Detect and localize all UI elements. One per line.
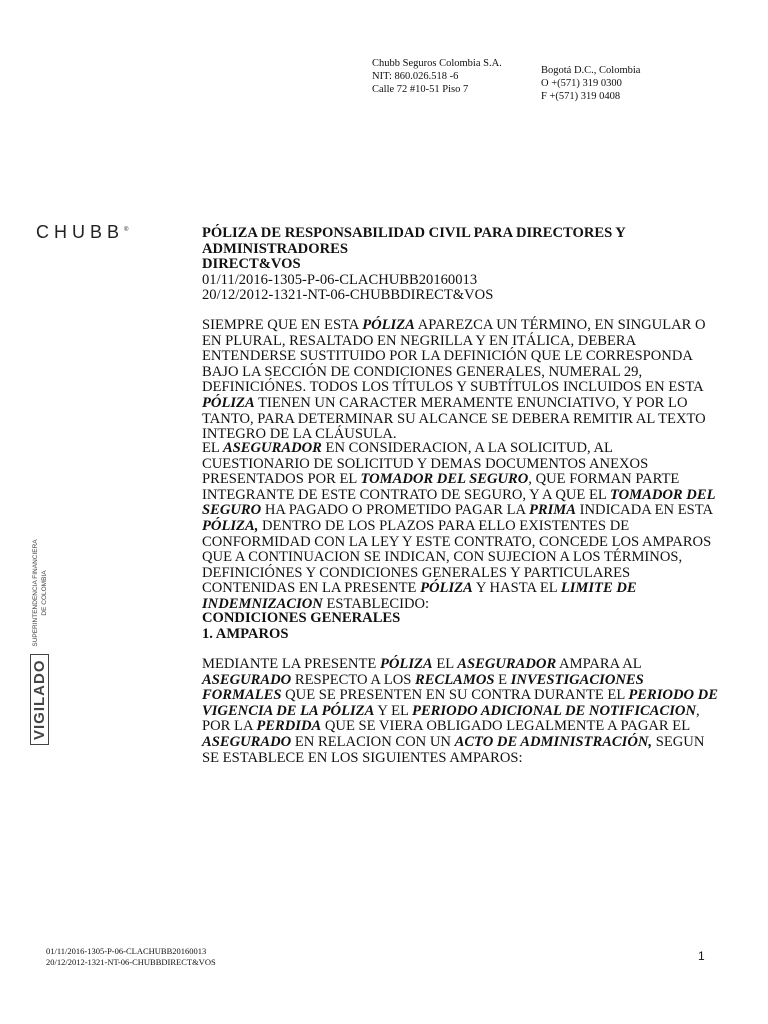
defined-term: PÓLIZA <box>362 317 415 333</box>
defined-term: ASEGURADOR <box>457 656 557 672</box>
company-fax: F +(571) 319 0408 <box>541 91 621 102</box>
company-name: Chubb Seguros Colombia S.A. <box>372 58 502 69</box>
section-heading <box>202 611 722 642</box>
defined-term: PÓLIZA <box>420 580 473 597</box>
chubb-logo <box>36 222 128 243</box>
amparos-paragraph: MEDIANTE LA PRESENTE PÓLIZA EL ASEGURADOR AMPARA AL ASEGURADO RESPECTO A LOS RECLAMOS E INVESTIGACIONES FORMALES QUE SE PRESENTEN EN SU CONTRA DURANTE EL PERIODO DE VIGENCIA DE LA PÓLIZA Y EL PERIODO ADICIONAL DE NOTIFICACION, POR LA PERDIDA QUE SE VIERA OBLIGADO LEGALMENTE A PAGAR EL ASEGURADO EN RELACION CON UN ACTO DE ADMINISTRACIÓN, SEGUN SE ESTABLECE EN LOS SIGUIENTES AMPAROS: <box>202 656 718 766</box>
page-number: 1 <box>698 949 705 963</box>
vigilado-stamp <box>30 525 49 745</box>
product-name: DIRECT&VOS <box>202 256 301 273</box>
policy-code-1: 01/11/2016-1305-P-06-CLACHUBB20160013 <box>202 271 478 288</box>
section-title: CONDICIONES GENERALES <box>202 610 401 626</box>
contact-info <box>541 64 640 103</box>
company-city: Bogotá D.C., Colombia <box>541 65 641 76</box>
company-phone: O +(571) 319 0300 <box>541 78 622 89</box>
defined-term: PERIODO ADICIONAL DE NOTIFICACION <box>412 702 696 719</box>
footer-code-2: 20/12/2012-1321-NT-06-CHUBBDIRECT&VOS <box>46 956 216 967</box>
company-info <box>372 57 502 96</box>
defined-term: ASEGURADO <box>202 671 292 688</box>
defined-term: PÓLIZA <box>379 656 433 672</box>
policy-code-2: 20/12/2012-1321-NT-06-CHUBBDIRECT&VOS <box>202 287 494 304</box>
consideration-paragraph: EL ASEGURADOR EN CONSIDERACION, A LA SOLICITUD, AL CUESTIONARIO DE SOLICITUD Y DEMAS DOCUMENTOS ANEXOS PRESENTADOS POR EL TOMADOR DEL SEGURO, QUE FORMAN PARTE INTEGRANTE DE ESTE CONTRATO DE SEGURO, Y A QUE EL TOMADOR DEL SEGURO HA PAGADO O PROMETIDO PAGAR LA PRIMA INDICADA EN ESTA PÓLIZA, DENTRO DE LOS PLAZOS PARA ELLO EXISTENTES DE CONFORMIDAD CON LA LEY Y ESTE CONTRATO, CONCEDE LOS AMPAROS QUE A CONTINUACION SE INDICAN, CON SUJECION A LOS TÉRMINOS, DEFINICIÓNES Y CONDICIONES GENERALES Y PARTICULARES CONTENIDAS EN LA PRESENTE PÓLIZA Y HASTA EL LIMITE DE INDEMNIZACION ESTABLECIDO: <box>202 440 715 612</box>
logo-text: CHUBB <box>36 222 125 242</box>
defined-term: PERDIDA <box>256 718 322 735</box>
footer-code-1: 01/11/2016-1305-P-06-CLACHUBB20160013 <box>46 946 207 956</box>
subsection-title: 1. AMPAROS <box>202 625 289 642</box>
superintendencia-label: SUPERINTENDENCIA FINANCIERA DE COLOMBIA <box>32 539 48 647</box>
defined-term: TOMADOR DEL SEGURO <box>360 471 529 488</box>
intro-paragraph: SIEMPRE QUE EN ESTA PÓLIZA APAREZCA UN TÉRMINO, EN SINGULAR O EN PLURAL, RESALTADO EN NEGRILLA Y EN ITÁLICA, DEBERA ENTENDERSE SUSTITUIDO POR LA DEFINICIÓN QUE LE CORRESPONDA BAJO LA SECCIÓN DE CONDICIONES GENERALES, NUMERAL 29, DEFINICIÓNES. TODOS LOS TÍTULOS Y SUBTÍTULOS INCLUIDOS EN ESTA PÓLIZA TIENEN UN CARACTER MERAMENTE ENUNCIATIVO, Y POR LO TANTO, PARA DETERMINAR SU ALCANCE SE DEBERA REMITIR AL TEXTO INTEGRO DE LA CLÁUSULA. <box>202 317 706 443</box>
footer-codes <box>46 946 216 967</box>
defined-term: ASEGURADOR <box>222 440 322 456</box>
defined-term: PÓLIZA <box>202 394 255 411</box>
defined-term: PÓLIZA, <box>202 517 259 534</box>
defined-term: ASEGURADO <box>202 733 292 750</box>
defined-term: LIMITE DE INDEMNIZACION <box>202 580 637 612</box>
defined-term: RECLAMOS <box>415 671 495 688</box>
policy-title: PÓLIZA DE RESPONSABILIDAD CIVIL PARA DIRECTORES Y ADMINISTRADORES <box>202 225 626 257</box>
logo-mark: ® <box>124 227 129 233</box>
defined-term: INVESTIGACIONES FORMALES <box>202 671 644 704</box>
defined-term: TOMADOR DEL SEGURO <box>202 486 715 519</box>
company-address: Calle 72 #10-51 Piso 7 <box>372 84 469 95</box>
document-title <box>202 226 722 304</box>
vigilado-label: VIGILADO <box>30 654 49 745</box>
company-nit: NIT: 860.026.518 -6 <box>372 71 459 82</box>
defined-term: PERIODO DE VIGENCIA DE LA PÓLIZA <box>202 687 718 719</box>
defined-term: PRIMA <box>528 502 576 519</box>
defined-term: ACTO DE ADMINISTRACIÓN, <box>454 733 653 750</box>
